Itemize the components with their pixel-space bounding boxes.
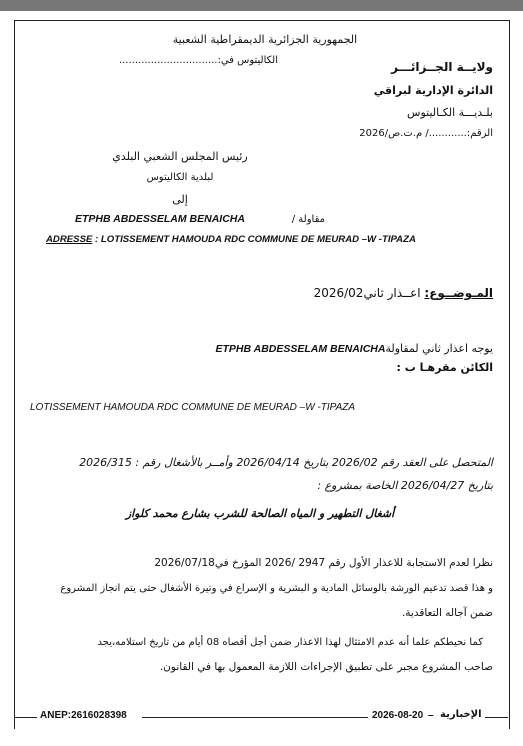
paragraph-line-2: و هذا قصد تدعيم الورشة بالوسائل المادية و البشرية و الإسراع في وتيرة الأشغال حتى يتم انجاز المشروع: [60, 583, 493, 594]
contractor-name: ETPHB ABDESSELAM BENAICHA: [75, 213, 245, 225]
notice-line-1: [200, 342, 493, 355]
notice-line-2: الكائن مقرهـا ب :: [396, 361, 493, 374]
footer-date: 2026-08-20: [372, 710, 424, 721]
address-value: : LOTISSEMENT HAMOUDA RDC COMMUNE DE MEURAD –W -TIPAZA: [92, 234, 416, 245]
republic-title: الجمهورية الجزائرية الديمقراطية الشعبية: [172, 33, 358, 46]
notice-text: يوجه اعذار ثاني لمقاولة: [385, 342, 493, 355]
document-frame: [14, 20, 510, 729]
sender-commune: لبلدية الكاليتوس: [146, 172, 214, 183]
paragraph-line-5: صاحب المشروع مجبر على تطبيق الإجراءات اللازمة المعمول بها في القانون.: [159, 661, 493, 673]
baladia-title: بلـديـــة الكـاليتوس: [407, 106, 493, 119]
date-line: بتاريخ 2026/04/27 الخاصة بمشروع :: [317, 479, 493, 492]
newspaper-name: الإخبارية: [440, 709, 482, 720]
footer-rule-middle: [142, 717, 368, 718]
address-line: [46, 234, 416, 245]
footer-rule-right: [485, 717, 508, 718]
paragraph-line-1: نظرا لعدم الاستجابة للاعذار الأول رقم 2947 /2026 المؤرخ في2026/07/18: [154, 557, 493, 569]
address-repeat: LOTISSEMENT HAMOUDA RDC COMMUNE DE MEURAD –W -TIPAZA: [30, 402, 356, 413]
anep-code: ANEP:2616028398: [40, 710, 127, 721]
project-title: أشغال التطهير و المياه الصالحة للشرب بشارع محمد كلواز: [125, 507, 395, 520]
reference-number: الرقم:............/ م.ت.ص/2026: [359, 128, 493, 139]
sender-title: رئيس المجلس الشعبي البلدي: [112, 150, 248, 163]
contract-line: المتحصل على العقد رقم 2026/02 بتاريخ 2026/04/14 وأمــر بالأشغال رقم : 2026/315: [79, 456, 493, 469]
subject-value: اعــذار ثاني2026/02: [313, 286, 421, 300]
address-label: ADRESSE: [46, 234, 93, 245]
footer-rule-left: [14, 717, 37, 718]
wilaya-title: ولايــة الجــزائـــر: [391, 60, 493, 74]
contractor-label: مقاولة /: [291, 214, 325, 225]
subject-label: المـوضــوع:: [424, 286, 493, 300]
daira-title: الدائرة الإدارية لبراقي: [373, 84, 493, 97]
top-scan-bar: [0, 0, 523, 11]
subject-line: [300, 286, 493, 300]
recipient-to: إلى: [172, 193, 188, 206]
paragraph-line-3: ضمن آجاله التعاقدية.: [401, 607, 493, 619]
place-date-line: الكاليتوس في:...............................: [118, 55, 278, 66]
footer-dash: –: [428, 710, 434, 721]
paragraph-line-4: كما نحيطكم علما أنه عدم الامتثال لهذا الاعذار ضمن أجل أقصاه 08 أيام من تاريخ استلامه،يجد: [97, 637, 483, 648]
notice-company: ETPHB ABDESSELAM BENAICHA: [215, 343, 386, 355]
